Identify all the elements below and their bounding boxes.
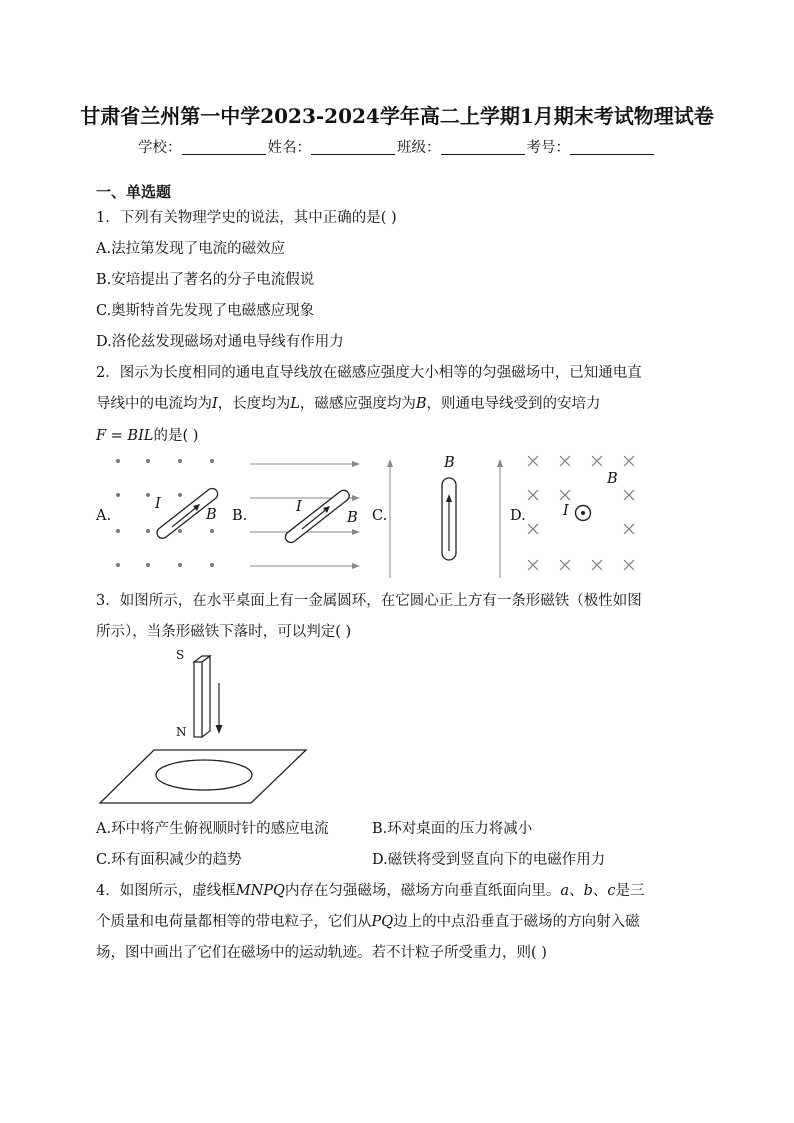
q2-line1: 2．图示为长度相同的通电直导线放在磁感应强度大小相等的匀强磁场中，已知通电直 <box>96 365 642 381</box>
fig-b-field: B <box>347 510 358 526</box>
class-label: 班级： <box>397 140 441 156</box>
fig-a-label: A. <box>96 508 112 524</box>
q3-option-d: D.磁铁将受到竖直向下的电磁作用力 <box>372 852 606 868</box>
fig-a-current: I <box>155 496 161 512</box>
q3-line1: 3．如图所示，在水平桌面上有一金属圆环，在它圆心正上方有一条形磁铁（极性如图 <box>96 593 642 609</box>
figure-d <box>524 452 640 578</box>
fig-c-field: B <box>444 455 455 471</box>
q1-option-c: C.奥斯特首先发现了电磁感应现象 <box>96 303 315 319</box>
page-title: 甘肃省兰州第一中学2023-2024学年高二上学期1月期末考试物理试卷 <box>80 104 714 128</box>
q3-line2: 所示），当条形磁铁下落时，可以判定( ) <box>96 624 352 640</box>
q3-option-b: B.环对桌面的压力将减小 <box>372 821 533 837</box>
fig-d-field: B <box>607 471 618 487</box>
fig-a-field: B <box>206 507 217 523</box>
name-label: 姓名： <box>267 140 311 156</box>
fig-d-label: D. <box>510 508 526 524</box>
class-blank[interactable] <box>441 139 525 155</box>
fig-c-label: C. <box>372 508 388 524</box>
name-blank[interactable] <box>311 139 395 155</box>
magnet-ring-figure <box>98 655 308 807</box>
school-blank[interactable] <box>182 139 266 155</box>
field-dots <box>116 459 214 567</box>
q1-option-b: B.安培提出了著名的分子电流假说 <box>96 272 315 288</box>
field-lines <box>250 461 360 569</box>
student-info-line <box>0 136 794 157</box>
ampere-formula: F = BIL <box>96 428 154 444</box>
q1-option-a: A.法拉第发现了电流的磁效应 <box>96 241 286 257</box>
q1-option-d: D.洛伦兹发现磁场对通电导线有作用力 <box>96 334 344 350</box>
fig-b-current: I <box>296 499 302 515</box>
q3-option-c: C.环有面积减少的趋势 <box>96 852 242 868</box>
q4-line3: 场，图中画出了它们在磁场中的运动轨迹。若不计粒子所受重力，则( ) <box>96 945 547 961</box>
number-label: 考号： <box>526 140 570 156</box>
pole-n-label: N <box>176 725 187 739</box>
pole-s-label: S <box>176 648 185 662</box>
fig-d-current: I <box>563 503 569 519</box>
section-heading: 一、单选题 <box>96 183 172 201</box>
metal-ring <box>156 760 252 790</box>
fig-b-label: B. <box>232 508 248 524</box>
q1-stem: 1．下列有关物理学史的说法，其中正确的是( ) <box>96 210 397 226</box>
q3-option-a: A.环中将产生俯视顺时针的感应电流 <box>96 821 329 837</box>
q2-line2: 导线中的电流均为I，长度均为L，磁感应强度均为B，则通电导线受到的安培力 <box>96 396 601 412</box>
bar-magnet <box>194 656 210 737</box>
q4-line2: 个质量和电荷量都相等的带电粒子，它们从PQ边上的中点沿垂直于磁场的方向射入磁 <box>96 914 640 930</box>
figure-c <box>386 456 510 580</box>
school-label: 学校： <box>138 140 182 156</box>
q4-line1: 4．如图所示，虚线框MNPQ内存在匀强磁场，磁场方向垂直纸面向里。a、b、c是三 <box>96 883 645 899</box>
number-blank[interactable] <box>570 139 654 155</box>
q2-line3: F = BIL的是( ) <box>96 428 199 444</box>
